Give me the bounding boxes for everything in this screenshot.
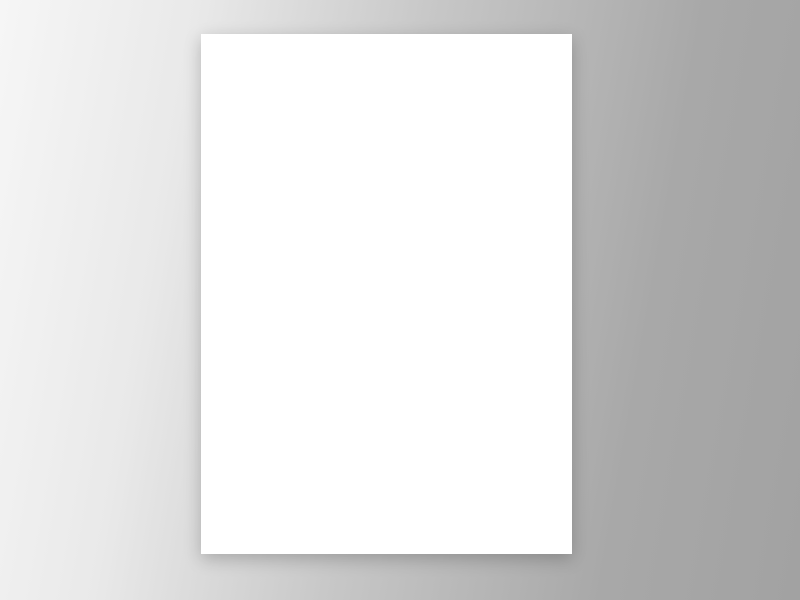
- poster-content: [201, 34, 572, 554]
- title-calligraphy: [202, 53, 570, 98]
- poster: [201, 34, 572, 554]
